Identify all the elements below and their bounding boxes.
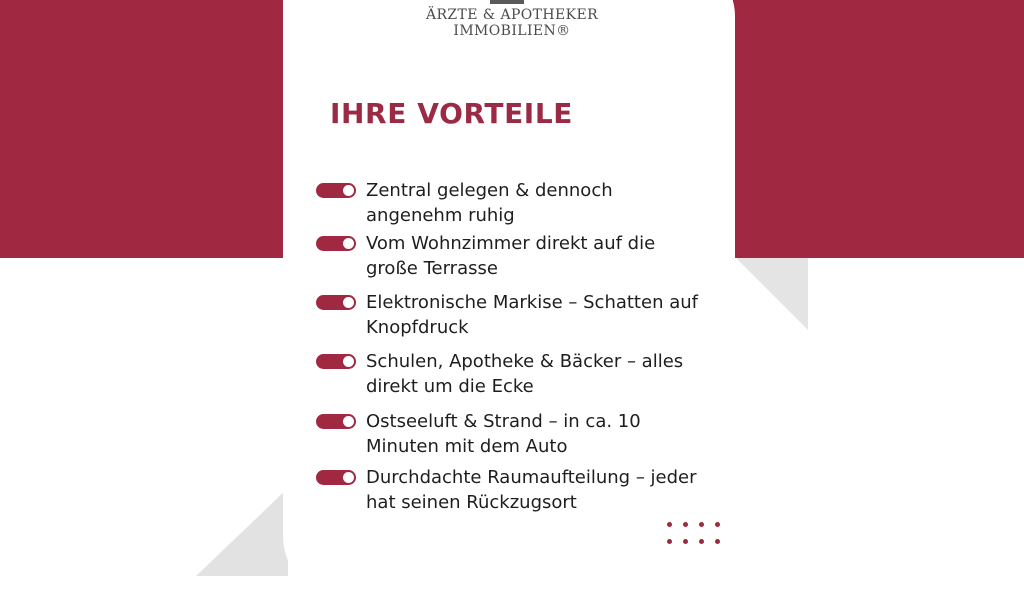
decorative-triangle-left <box>196 488 288 576</box>
benefit-line: Schulen, Apotheke & Bäcker – alles <box>366 351 684 372</box>
toggle-on-icon <box>316 470 356 485</box>
decorative-triangle-right <box>736 258 808 330</box>
benefit-text <box>366 290 706 340</box>
toggle-on-icon <box>316 183 356 198</box>
toggle-on-icon <box>316 414 356 429</box>
benefit-line: Vom Wohnzimmer direkt auf die <box>366 233 656 254</box>
dot-grid-icon <box>667 522 723 544</box>
benefit-item <box>316 409 716 459</box>
toggle-on-icon <box>316 354 356 369</box>
benefit-line: Minuten mit dem Auto <box>366 436 568 457</box>
benefit-line: Durchdachte Raumaufteilung – jeder <box>366 467 697 488</box>
benefit-line: große Terrasse <box>366 258 498 279</box>
benefit-item <box>316 231 716 281</box>
benefit-text <box>366 231 706 281</box>
logo-mark-icon <box>490 0 524 4</box>
benefit-item <box>316 178 716 228</box>
benefit-text <box>366 465 706 515</box>
benefit-text <box>366 178 706 228</box>
logo <box>420 7 604 39</box>
benefit-item <box>316 349 716 399</box>
toggle-on-icon <box>316 295 356 310</box>
benefit-line: direkt um die Ecke <box>366 376 534 397</box>
benefit-line: hat seinen Rückzugsort <box>366 492 577 513</box>
toggle-on-icon <box>316 236 356 251</box>
page-title: IHRE VORTEILE <box>330 97 573 130</box>
logo-line-1: ÄRZTE & APOTHEKER <box>425 7 599 23</box>
benefit-item <box>316 290 716 340</box>
benefit-line: Ostseeluft & Strand – in ca. 10 <box>366 411 641 432</box>
benefit-text <box>366 409 706 459</box>
benefit-item <box>316 465 716 515</box>
benefit-line: Knopfdruck <box>366 317 469 338</box>
benefit-line: angenehm ruhig <box>366 205 515 226</box>
benefit-line: Elektronische Markise – Schatten auf <box>366 292 698 313</box>
benefit-line: Zentral gelegen & dennoch <box>366 180 613 201</box>
logo-line-2: IMMOBILIEN® <box>453 23 571 39</box>
benefit-text <box>366 349 706 399</box>
